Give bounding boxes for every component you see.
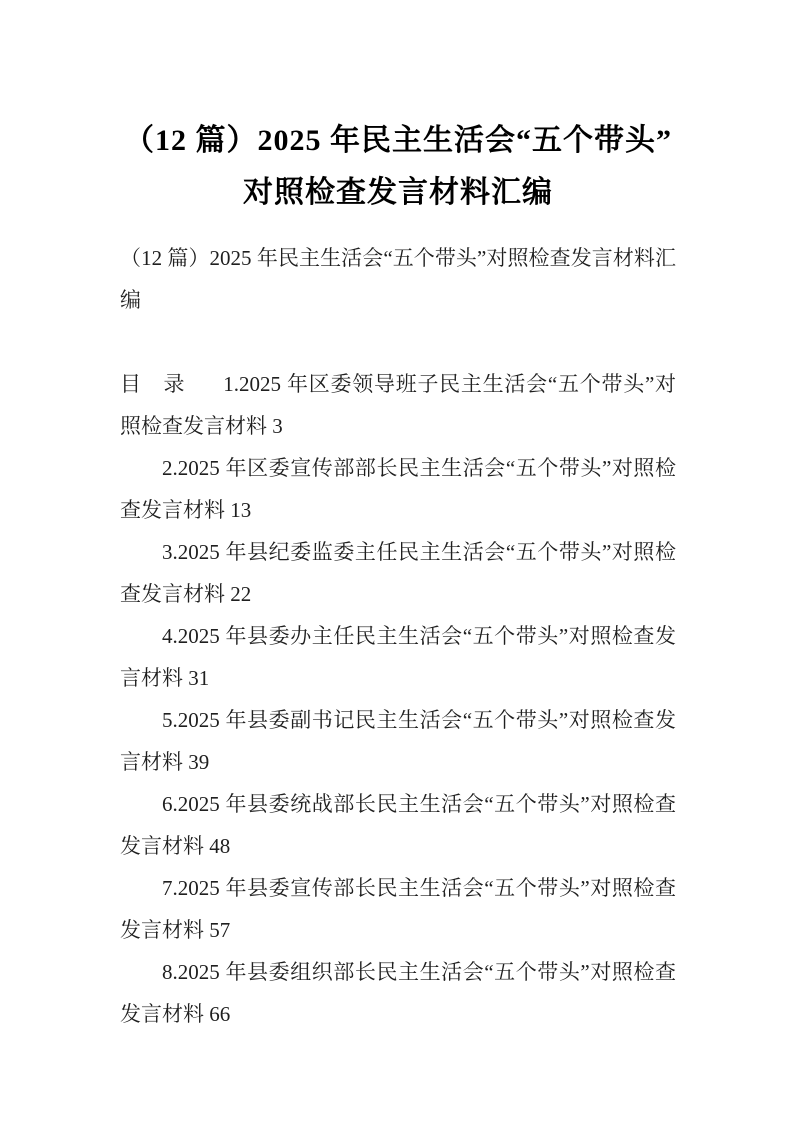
toc-entry-text: 8.2025 年县委组织部长民主生活会“五个带头”对照检查发言材料 <box>120 960 676 1026</box>
toc-entry <box>120 951 676 1035</box>
toc-page-number: 3 <box>272 414 283 438</box>
toc-entry-text: 3.2025 年县纪委监委主任民主生活会“五个带头”对照检查发言材料 <box>120 540 676 606</box>
toc-entry-text: 7.2025 年县委宣传部长民主生活会“五个带头”对照检查发言材料 <box>120 876 676 942</box>
toc-entry <box>120 615 676 699</box>
toc-page-number: 22 <box>230 582 252 606</box>
toc-entry <box>120 447 676 531</box>
toc-page-number: 13 <box>230 498 252 522</box>
toc-entry-text: 2.2025 年区委宣传部部长民主生活会“五个带头”对照检查发言材料 <box>120 456 676 522</box>
toc-entry-text: 1.2025 年区委领导班子民主生活会“五个带头”对照检查发言材料 <box>120 372 677 438</box>
toc-page-number: 31 <box>188 666 210 690</box>
toc-page-number: 39 <box>188 750 210 774</box>
title-line-2: 对照检查发言材料汇编 <box>243 176 553 209</box>
toc-entry <box>120 531 676 615</box>
intro-paragraph <box>120 237 676 321</box>
toc-entry-text: 6.2025 年县委统战部长民主生活会“五个带头”对照检查发言材料 <box>120 792 676 858</box>
toc-page-number: 57 <box>209 918 231 942</box>
toc-entry <box>120 699 676 783</box>
toc-entry-text: 4.2025 年县委办主任民主生活会“五个带头”对照检查发言材料 <box>120 624 676 690</box>
document-title <box>120 115 676 219</box>
intro-text: （12 篇）2025 年民主生活会“五个带头”对照检查发言材料汇编 <box>120 246 676 312</box>
toc-page-number: 66 <box>209 1002 231 1026</box>
toc-entry <box>120 867 676 951</box>
toc-paragraph <box>120 363 676 447</box>
toc-entry <box>120 783 676 867</box>
toc-entry-text: 5.2025 年县委副书记民主生活会“五个带头”对照检查发言材料 <box>120 708 676 774</box>
toc-page-number: 48 <box>209 834 231 858</box>
title-line-1: （12 篇）2025 年民主生活会“五个带头” <box>124 124 672 157</box>
toc-heading: 目 录 <box>120 372 186 396</box>
